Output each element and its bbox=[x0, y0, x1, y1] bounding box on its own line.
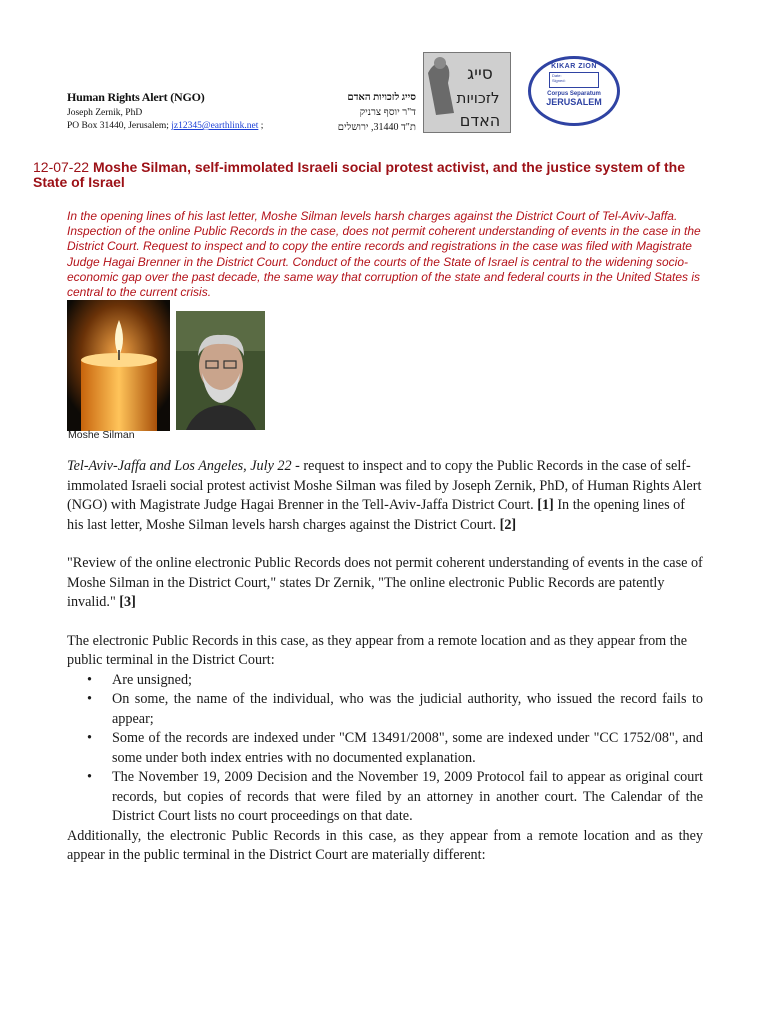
letterhead-address-suffix: ; bbox=[260, 121, 264, 131]
seal-form-line: Signed: bbox=[552, 78, 566, 83]
headline-date: 12-07-22 bbox=[33, 159, 90, 175]
paragraph-2-text: "Review of the online electronic Public Records does not permit coherent understanding of events in the case of Moshe Silman in the District Court," states Dr Zernik, "The online electronic Public Records are patently invalid." bbox=[67, 555, 703, 610]
letterhead-hebrew bbox=[300, 92, 416, 133]
seal-middle-text: Corpus Separatum bbox=[547, 91, 601, 97]
svg-text:לזכויות: לזכויות bbox=[456, 89, 500, 107]
letterhead-org: Human Rights Alert (NGO) bbox=[67, 90, 205, 104]
list-item: • On some, the name of the individual, who was the judicial authority, who issued the record fails to appear; bbox=[87, 690, 703, 729]
headline-title: Moshe Silman, self-immolated Israeli social protest activist, and the justice system of the State of Israel bbox=[33, 159, 686, 190]
letterhead-address bbox=[67, 121, 327, 131]
candle-photo bbox=[67, 300, 170, 431]
paragraph-4: Additionally, the electronic Public Records in this case, as they appear from a remote location and as they appear in the public terminal in the District Court are materially different: bbox=[67, 827, 703, 863]
bullet-list bbox=[67, 671, 703, 827]
paragraph-1-text-2: In the opening lines of his last letter, Moshe Silman levels harsh charges against the District Court. bbox=[67, 497, 685, 533]
paragraph-1 bbox=[67, 457, 703, 535]
letterhead-english bbox=[67, 90, 327, 131]
letterhead-name: Joseph Zernik, PhD bbox=[67, 108, 143, 118]
reference-1: [1] bbox=[537, 497, 554, 513]
letterhead-address-text: PO Box 31440, Jerusalem; bbox=[67, 121, 169, 131]
seal-form-line: Date: bbox=[552, 73, 562, 78]
list-item: • Are unsigned; bbox=[87, 671, 703, 691]
svg-text:סייג: סייג bbox=[467, 64, 493, 84]
seal-bottom-text: JERUSALEM bbox=[546, 97, 602, 107]
jerusalem-seal bbox=[528, 56, 620, 126]
letterhead-hebrew-org: סייג לזכויות האדם bbox=[347, 92, 416, 103]
list-item: • Some of the records are indexed under "CM 13491/2008", some are indexed under "CC 1752/08", and some under both index entries with no documented explanation. bbox=[87, 729, 703, 768]
letterhead-hebrew-address: ת"ד 31440, ירושלים bbox=[337, 122, 416, 133]
paragraph-2 bbox=[67, 554, 703, 613]
reference-2: [2] bbox=[499, 516, 517, 533]
seal-top-text: KIKAR ZION bbox=[551, 63, 597, 70]
article-body bbox=[67, 457, 703, 885]
letterhead-hebrew-name: ד"ר יוסף צרניק bbox=[359, 107, 416, 118]
intro-summary: In the opening lines of his last letter, Moshe Silman levels harsh charges against the District Court of Tel-Aviv-Jaffa. Inspection of the online Public Records in the case, does not permit coherent understanding of events in the case in the District Court. Request to inspect and to copy the entire records and registrations in the case was filed with Magistrate Judge Hagai Brenner in the District Court. Conduct of the courts of the State of Israel is central to the widening socio-economic gap over the past decade, the same way that corruption of the state and federal courts in the United States is central to the current crisis. bbox=[67, 209, 701, 300]
moshe-silman-portrait bbox=[176, 311, 265, 430]
list-item: • The November 19, 2009 Decision and the November 19, 2009 Protocol fail to appear as original court records, but copies of records that were filed by an attorney in another court. The Calendar of the District Court lists no court proceedings on that date. bbox=[87, 768, 703, 827]
ngo-logo bbox=[423, 52, 511, 133]
photo-caption: Moshe Silman bbox=[68, 429, 135, 441]
paragraph-1-text: - request to inspect and to copy the Public Records in the case of self-immolated Israeli social protest activist Moshe Silman was filed by Joseph Zernik, PhD, of Human Rights Alert (NGO) with Magistrate Judge Hagai Brenner in the Tell-Aviv-Jaffa District Court. bbox=[67, 458, 702, 513]
reference-3: [3] bbox=[119, 594, 136, 610]
paragraph-3: The electronic Public Records in this case, as they appear from a remote location and as they appear from the public terminal in the District Court: bbox=[67, 632, 688, 668]
letterhead-email-link[interactable]: jz12345@earthlink.net bbox=[171, 121, 259, 131]
svg-text:האדם: האדם bbox=[459, 111, 501, 130]
headline bbox=[33, 160, 713, 190]
dateline: Tel-Aviv-Jaffa and Los Angeles, July 22 bbox=[67, 458, 292, 474]
seal-form bbox=[549, 72, 599, 88]
